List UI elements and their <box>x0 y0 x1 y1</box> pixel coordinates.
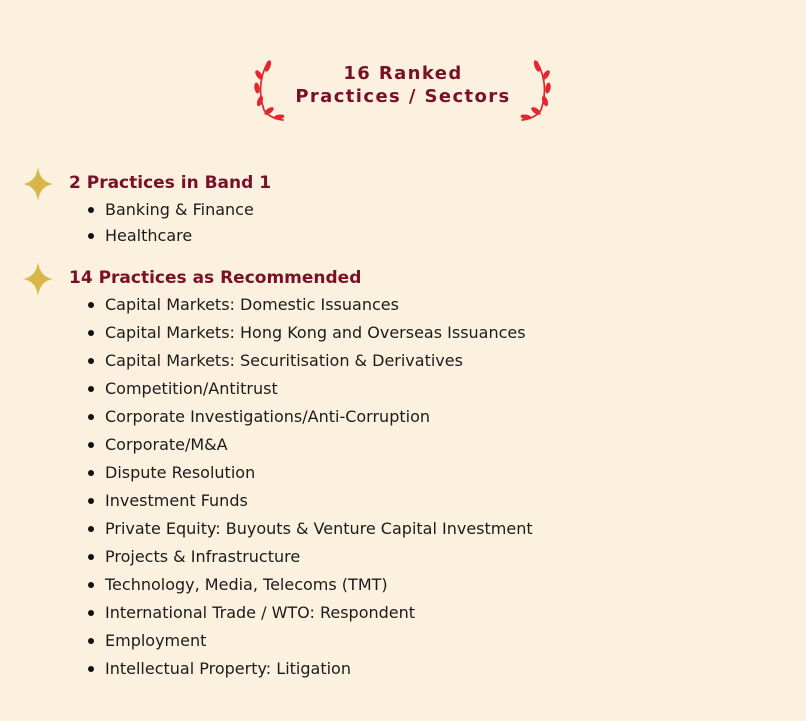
practice-name: Corporate/M&A <box>105 435 228 454</box>
title-line-2: Practices / Sectors <box>295 86 511 107</box>
bullet <box>88 207 94 213</box>
list-item <box>0 294 533 322</box>
list-item <box>0 490 533 518</box>
bullet <box>88 498 94 504</box>
list-item <box>0 602 533 630</box>
practice-name: Private Equity: Buyouts & Venture Capital Investment <box>105 519 533 538</box>
star-icon <box>22 261 54 297</box>
list-item <box>0 322 533 350</box>
list-item <box>0 658 533 686</box>
bullet <box>88 470 94 476</box>
list-item <box>0 406 533 434</box>
bullet <box>88 610 94 616</box>
list-item <box>0 434 533 462</box>
page-title <box>290 62 516 108</box>
practice-name: Capital Markets: Hong Kong and Overseas Issuances <box>105 323 526 342</box>
practice-name: Technology, Media, Telecoms (TMT) <box>105 575 388 594</box>
list-item <box>0 462 533 490</box>
bullet <box>88 358 94 364</box>
recommended-list <box>0 294 533 686</box>
bullet <box>88 554 94 560</box>
practice-name: Investment Funds <box>105 491 248 510</box>
bullet <box>88 638 94 644</box>
ranking-header <box>0 58 806 122</box>
title-line-1: 16 Ranked <box>343 63 463 84</box>
practice-name: Employment <box>105 631 207 650</box>
list-item <box>0 546 533 574</box>
list-item <box>0 574 533 602</box>
bullet <box>88 442 94 448</box>
bullet <box>88 582 94 588</box>
practice-name: Banking & Finance <box>105 200 254 219</box>
practice-name: Competition/Antitrust <box>105 379 278 398</box>
practice-name: Capital Markets: Securitisation & Derivatives <box>105 351 463 370</box>
bullet <box>88 386 94 392</box>
recommended-heading: 14 Practices as Recommended <box>69 268 362 288</box>
star-icon <box>22 166 54 202</box>
practice-name: Dispute Resolution <box>105 463 256 482</box>
laurel-left-icon <box>248 58 286 122</box>
practice-name: Corporate Investigations/Anti-Corruption <box>105 407 430 426</box>
list-item <box>0 350 533 378</box>
practice-name: International Trade / WTO: Respondent <box>105 603 416 622</box>
bullet <box>88 302 94 308</box>
band-1-heading: 2 Practices in Band 1 <box>69 173 272 193</box>
bullet <box>88 330 94 336</box>
list-item <box>0 378 533 406</box>
bullet <box>88 526 94 532</box>
bullet <box>88 666 94 672</box>
practice-name: Projects & Infrastructure <box>105 547 301 566</box>
practice-name: Intellectual Property: Litigation <box>105 659 351 678</box>
laurel-right-icon <box>519 58 557 122</box>
practice-name: Healthcare <box>105 226 193 245</box>
bullet <box>88 233 94 239</box>
list-item <box>0 630 533 658</box>
list-item <box>0 225 254 251</box>
practice-name: Capital Markets: Domestic Issuances <box>105 295 399 314</box>
list-item <box>0 518 533 546</box>
band-1-list <box>0 199 254 251</box>
list-item <box>0 199 254 225</box>
bullet <box>88 414 94 420</box>
